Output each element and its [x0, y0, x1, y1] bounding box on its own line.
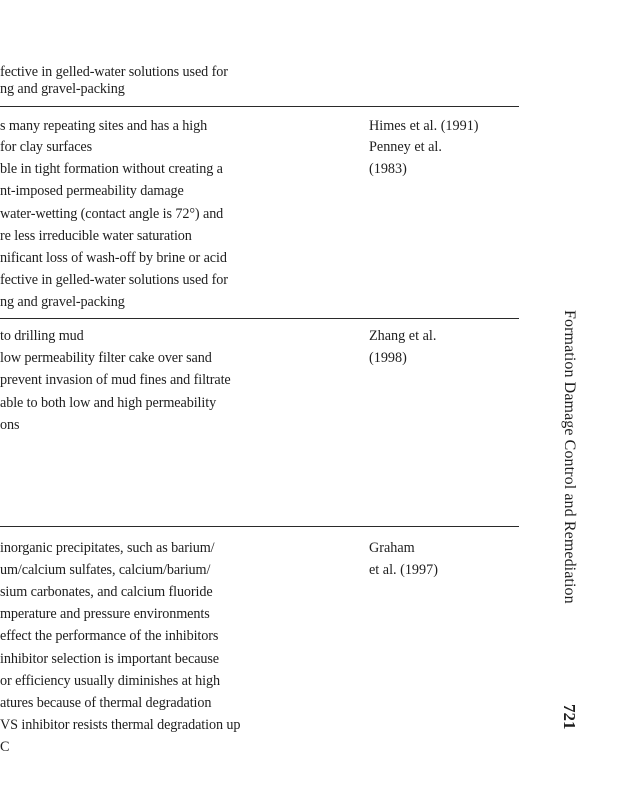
row-2-reference-0: Zhang et al. [369, 328, 437, 344]
table-row-divider [0, 526, 519, 527]
row-3-line-6: or efficiency usually diminishes at high [0, 673, 220, 689]
row-1-reference-0: Himes et al. (1991) [369, 118, 479, 134]
row-1-line-1: for clay surfaces [0, 139, 93, 155]
row-1-line-2: ble in tight formation without creating a [0, 161, 223, 177]
row-3-line-9: C [0, 739, 10, 755]
row-2-reference-1: (1998) [369, 350, 407, 366]
row-1-reference-2: (1983) [369, 161, 407, 177]
row-2-line-2: prevent invasion of mud fines and filtrate [0, 372, 231, 388]
row-1-line-6: nificant loss of wash-off by brine or acid [0, 250, 227, 266]
row-0-line-0: fective in gelled-water solutions used for [0, 64, 228, 80]
row-3-line-3: mperature and pressure environments [0, 606, 210, 622]
row-2-line-1: low permeability filter cake over sand [0, 350, 212, 366]
row-3-reference-1: et al. (1997) [369, 562, 438, 578]
row-3-line-2: sium carbonates, and calcium fluoride [0, 584, 213, 600]
row-1-line-0: s many repeating sites and has a high [0, 118, 208, 134]
row-1-reference-1: Penney et al. [369, 139, 442, 155]
row-3-line-7: atures because of thermal degradation [0, 695, 212, 711]
row-1-line-5: re less irreducible water saturation [0, 228, 192, 244]
row-3-line-8: VS inhibitor resists thermal degradation up [0, 717, 241, 733]
row-2-line-0: to drilling mud [0, 328, 84, 344]
row-3-reference-0: Graham [369, 540, 415, 556]
row-3-line-1: um/calcium sulfates, calcium/barium/ [0, 562, 211, 578]
running-head: Formation Damage Control and Remediation [561, 310, 578, 604]
row-0-line-1: ng and gravel-packing [0, 81, 125, 97]
row-1-line-8: ng and gravel-packing [0, 294, 125, 310]
row-2-line-4: ons [0, 417, 20, 433]
table-row-divider [0, 318, 519, 319]
row-3-line-0: inorganic precipitates, such as barium/ [0, 540, 215, 556]
row-2-line-3: able to both low and high permeability [0, 395, 217, 411]
row-1-line-3: nt-imposed permeability damage [0, 183, 184, 199]
page-number: 721 [560, 704, 579, 730]
table-row-divider [0, 106, 519, 107]
row-3-line-4: effect the performance of the inhibitors [0, 628, 219, 644]
row-1-line-4: water-wetting (contact angle is 72°) and [0, 206, 224, 222]
row-3-line-5: inhibitor selection is important because [0, 651, 220, 667]
row-1-line-7: fective in gelled-water solutions used for [0, 272, 228, 288]
